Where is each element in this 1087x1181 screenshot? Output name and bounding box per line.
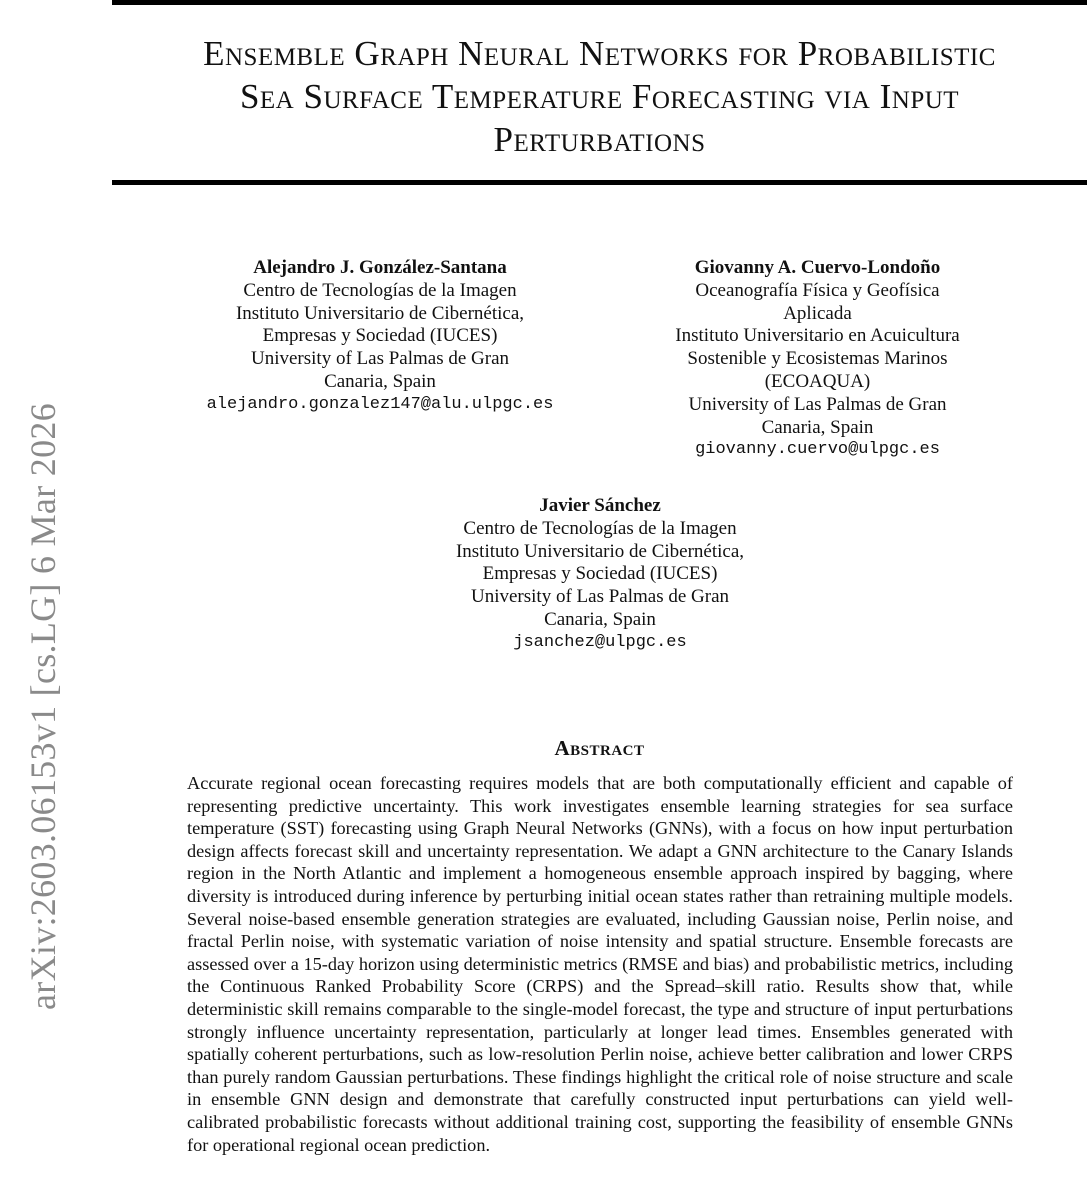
title-bottom-rule [112,180,1087,185]
author-email[interactable]: giovanny.cuervo@ulpgc.es [695,440,940,460]
author-affiliation-line: Instituto Universitario de Cibernética, [235,302,525,324]
abstract-heading: Abstract [554,736,645,760]
paper-title [112,32,1087,161]
author-affiliation-line: Sostenible y Ecosistemas Marinos [687,348,948,370]
title-top-rule [112,0,1087,5]
author-affiliation-line: Oceanografía Física y Geofísica [695,279,940,301]
author-name: Alejandro J. González-Santana [253,257,507,278]
author-affiliation-line: University of Las Palmas de Gran [250,348,510,370]
author-block-3 [420,495,780,655]
author-affiliation-line: Centro de Tecnologías de la Imagen [463,517,737,539]
author-affiliation-line: Canaria, Spain [324,370,436,392]
author-block-1 [200,257,560,417]
author-affiliation-line: Empresas y Sociedad (IUCES) [482,563,718,585]
author-affiliation-line: University of Las Palmas de Gran [470,586,730,608]
title-line: Ensemble Graph Neural Networks for Probabilistic [203,34,996,73]
author-affiliation-line: University of Las Palmas de Gran [688,393,947,415]
arxiv-identifier-stamp: arXiv:2603.06153v1 [cs.LG] 6 Mar 2026 [23,403,63,1010]
author-affiliation-line: (ECOAQUA) [764,370,871,392]
title-line: Perturbations [493,120,706,159]
author-affiliation-line: Canaria, Spain [761,416,874,438]
author-affiliation-line: Canaria, Spain [544,608,656,630]
title-line: Sea Surface Temperature Forecasting via Input [239,77,960,116]
abstract-body: Accurate regional ocean forecasting requires models that are both computationally efficient and capable of representing predictive uncertainty. This work investigates ensemble learning strategies for sea surface temperature (SST) forecasting using Graph Neural Networks (GNNs), with a focus on how input perturbation design affects forecast skill and uncertainty representation. We adapt a GNN architecture to the Canary Islands region in the North Atlantic and implement a homogeneous ensemble approach inspired by bagging, where diversity is introduced during inference by perturbing initial ocean states rather than retraining multiple models. Several noise-based ensemble generation strategies are evaluated, including Gaussian noise, Perlin noise, and fractal Perlin noise, with systematic variation of noise intensity and spatial structure. Ensemble forecasts are assessed over a 15-day horizon using deterministic metrics (RMSE and bias) and probabilistic metrics, including the Continuous Ranked Probability Score (CRPS) and the Spread–skill ratio. Results show that, while deterministic skill remains comparable to the single-model forecast, the type and structure of input perturbations strongly influence uncertainty representation, particularly at longer lead times. Ensembles generated with spatially coherent perturbations, such as low-resolution Perlin noise, achieve better calibration and lower CRPS than purely random Gaussian perturbations. These findings highlight the critical role of noise structure and scale in ensemble GNN design and demonstrate that carefully constructed input perturbations can yield well-calibrated probabilistic forecasts without additional training cost, supporting the feasibility of ensemble GNNs for operational regional ocean prediction. [187,773,1013,1155]
author-name: Giovanny A. Cuervo-Londoño [694,257,941,278]
author-affiliation-line: Centro de Tecnologías de la Imagen [243,279,517,301]
author-email[interactable]: alejandro.gonzalez147@alu.ulpgc.es [206,394,554,414]
author-affiliation-line: Instituto Universitario en Acuicultura [675,325,960,347]
author-email[interactable]: jsanchez@ulpgc.es [513,632,687,652]
author-name: Javier Sánchez [539,495,661,516]
author-affiliation-line: Instituto Universitario de Cibernética, [455,540,745,562]
author-affiliation-line: Empresas y Sociedad (IUCES) [262,325,498,347]
author-block-2 [640,257,995,462]
author-affiliation-line: Aplicada [783,302,852,324]
